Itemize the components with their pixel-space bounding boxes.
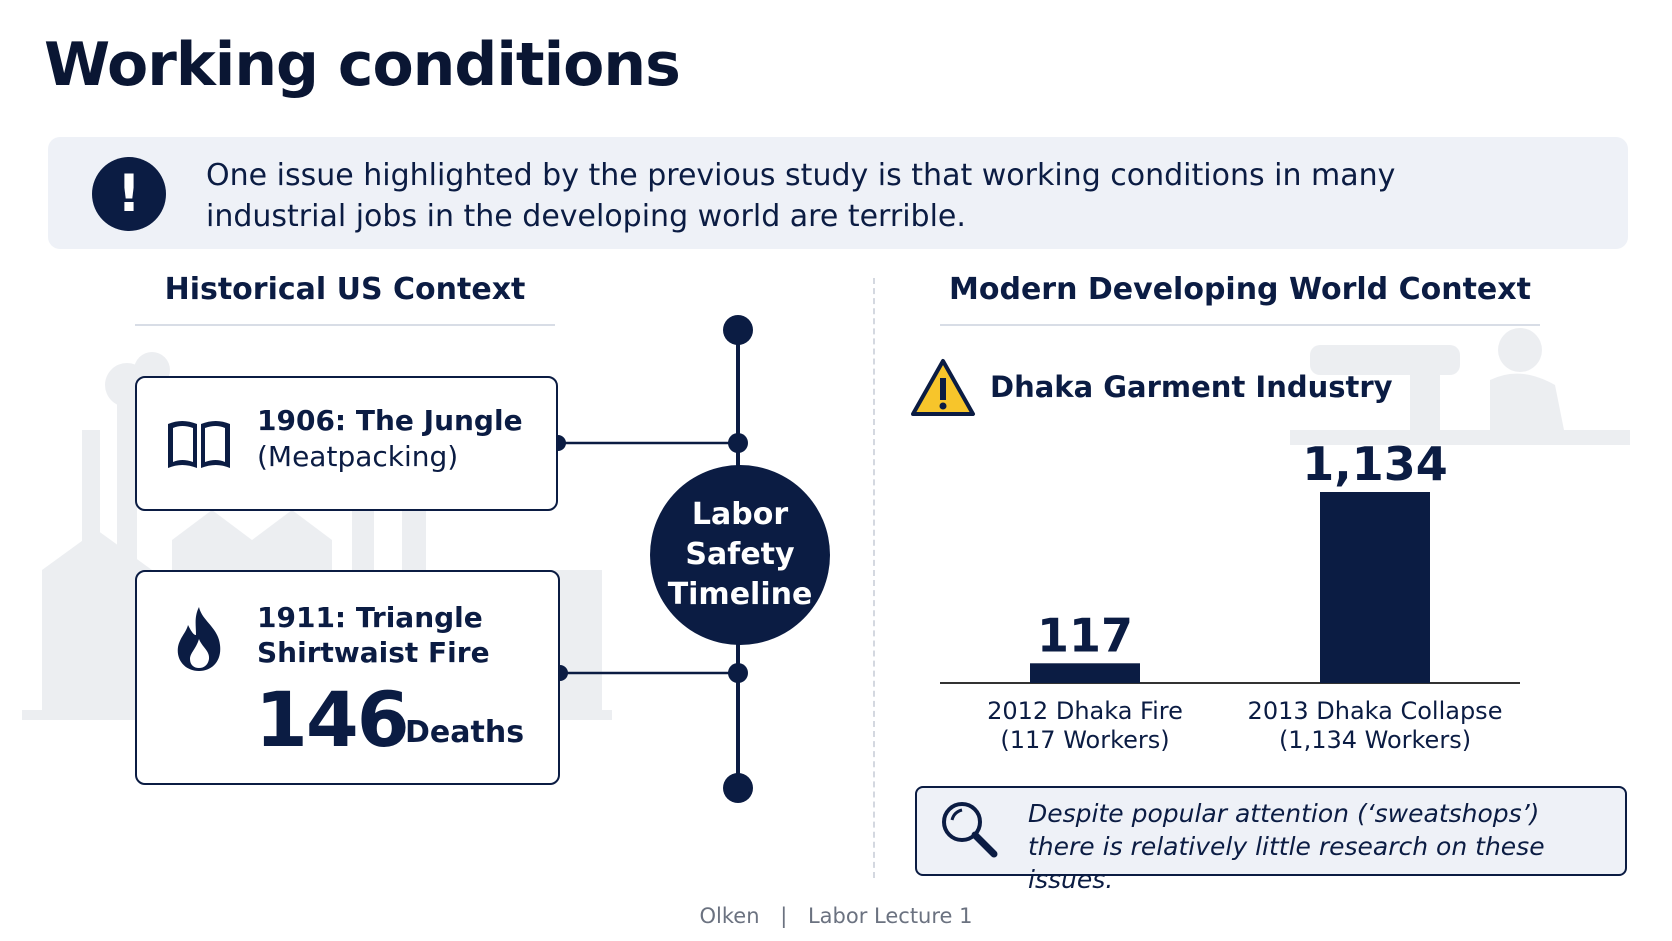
chart-category-label: 2012 Dhaka Fire bbox=[987, 697, 1183, 725]
timeline-label-line1: Labor bbox=[691, 497, 789, 532]
card1-title-line1: 1906: The Jungle bbox=[257, 404, 523, 437]
dhaka-subheading: Dhaka Garment Industry bbox=[990, 370, 1393, 404]
timeline-label-line2: Safety bbox=[685, 537, 795, 572]
exclamation-icon: ! bbox=[92, 157, 166, 231]
chart-bar bbox=[1030, 663, 1140, 683]
chart-bar bbox=[1320, 492, 1430, 683]
footer-author: Olken bbox=[699, 904, 760, 928]
footer-separator: | bbox=[780, 904, 788, 928]
left-section-heading: Historical US Context bbox=[164, 272, 526, 307]
right-section-heading: Modern Developing World Context bbox=[949, 272, 1531, 307]
timeline-label-line3: Timeline bbox=[667, 577, 813, 612]
banner-text: One issue highlighted by the previous study is that working conditions in many industrial jobs in the developing world are terrible. bbox=[206, 158, 1396, 234]
chart-category-label: (1,134 Workers) bbox=[1278, 726, 1472, 754]
book-icon bbox=[166, 418, 232, 470]
chart-value-label: 1,134 bbox=[1302, 437, 1448, 491]
card1-title-line2: (Meatpacking) bbox=[257, 440, 459, 473]
timeline-badge bbox=[650, 465, 830, 645]
chart-category-label: 2013 Dhaka Collapse bbox=[1247, 697, 1503, 725]
page-title: Working conditions bbox=[44, 30, 680, 100]
chart-value-label: 117 bbox=[1036, 608, 1134, 663]
deaths-unit: Deaths bbox=[405, 715, 525, 750]
footer-course: Labor Lecture 1 bbox=[807, 904, 973, 928]
card2-title-line1: 1911: Triangle bbox=[257, 601, 483, 634]
magnifier-icon bbox=[938, 798, 1000, 860]
dhaka-bar-chart bbox=[940, 420, 1520, 760]
research-note-text: Despite popular attention (‘sweatshops’) there is relatively little research on these issues. bbox=[1028, 799, 1545, 894]
warning-icon bbox=[910, 358, 976, 418]
footer bbox=[0, 904, 1672, 928]
deaths-number: 146 bbox=[255, 675, 408, 764]
fire-icon bbox=[172, 605, 226, 673]
card2-title-line2: Shirtwaist Fire bbox=[257, 636, 490, 669]
chart-category-label: (117 Workers) bbox=[1000, 726, 1170, 754]
